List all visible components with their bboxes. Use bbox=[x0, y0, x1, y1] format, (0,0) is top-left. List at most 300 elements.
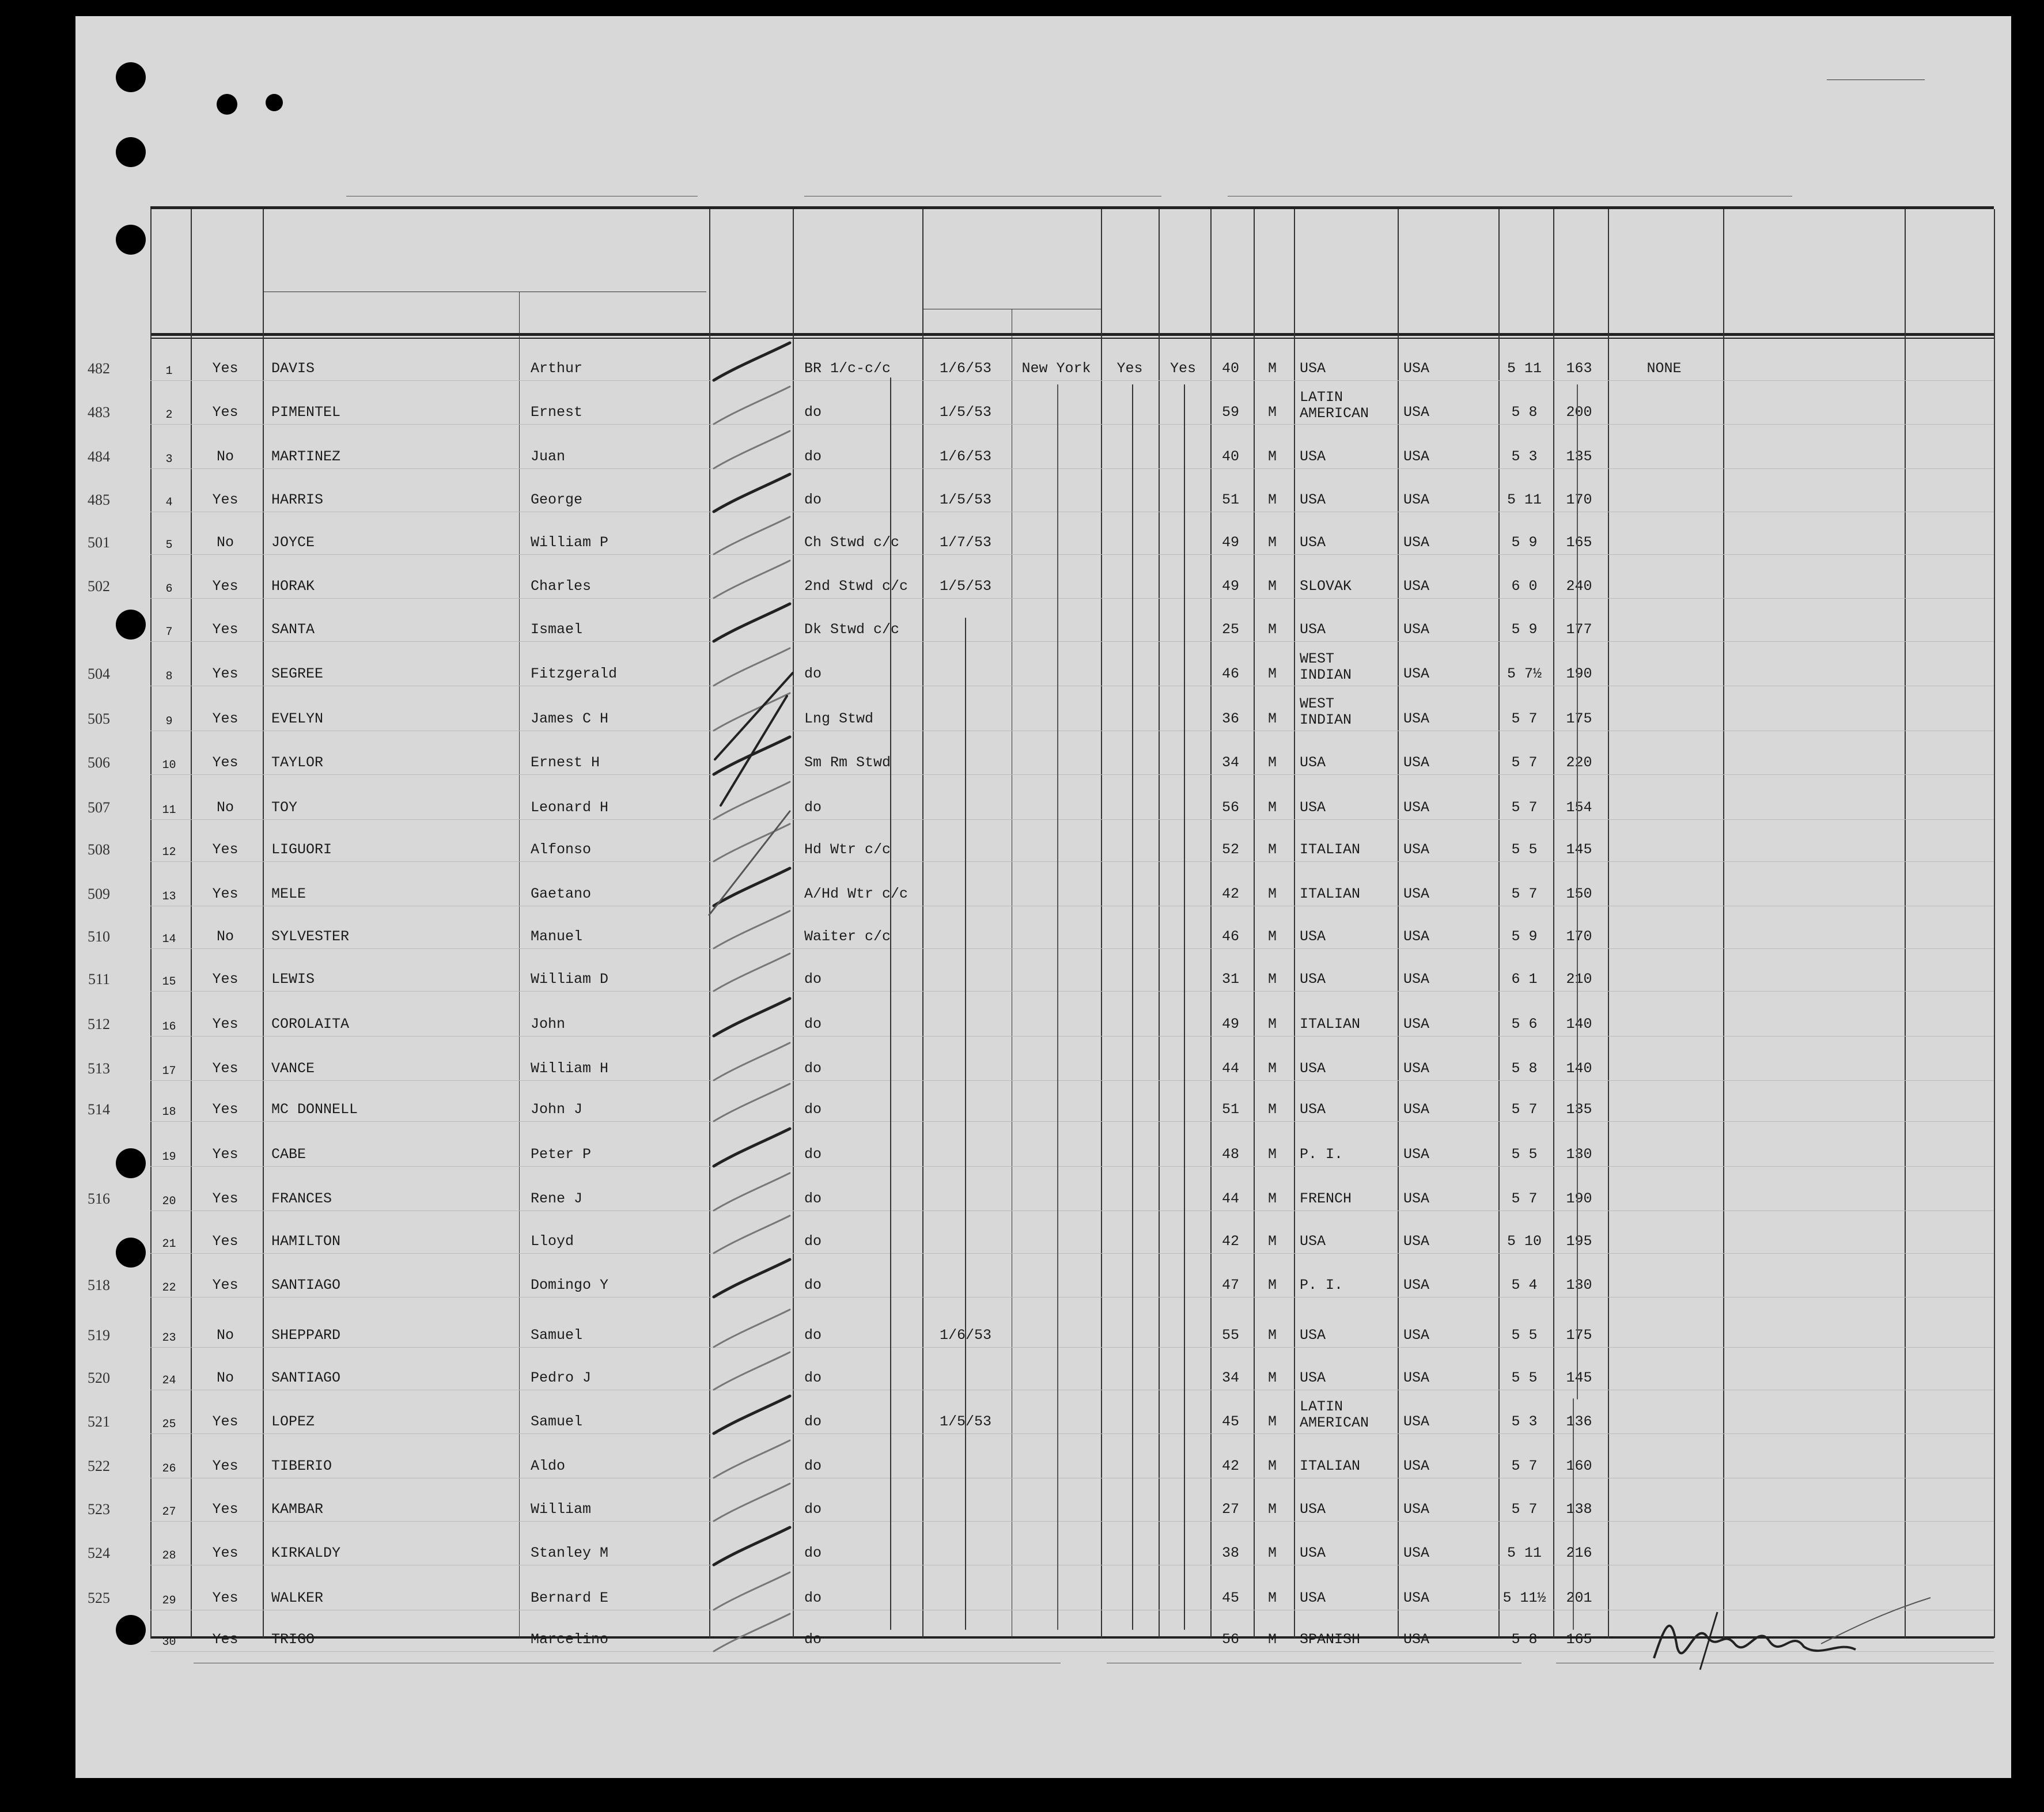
cell-when: 1/6/53 bbox=[939, 448, 991, 465]
cell-age: 59 bbox=[1221, 404, 1239, 421]
service-pen-stroke bbox=[714, 343, 790, 380]
cell-race: ITALIAN bbox=[1300, 841, 1361, 858]
cell-height: 5 11½ bbox=[1502, 1590, 1546, 1606]
cell-height: 6 0 bbox=[1511, 578, 1538, 595]
service-pen-stroke bbox=[721, 696, 787, 805]
cell-height: 5 5 bbox=[1511, 1327, 1538, 1344]
cell-margin: 516 bbox=[88, 1190, 110, 1207]
cell-weight: 177 bbox=[1566, 621, 1592, 638]
cell-no: 7 bbox=[165, 626, 173, 639]
cell-prev: Yes bbox=[212, 578, 239, 595]
cell-race: WEST INDIAN bbox=[1300, 650, 1352, 683]
cell-nat: USA bbox=[1403, 1190, 1430, 1207]
service-pen-stroke bbox=[714, 1614, 790, 1651]
cell-age: 49 bbox=[1221, 534, 1239, 551]
cell-height: 5 7 bbox=[1511, 1458, 1538, 1474]
service-pen-stroke bbox=[714, 387, 790, 424]
cell-weight: 165 bbox=[1566, 1631, 1592, 1648]
cell-given: Pedro J bbox=[531, 1370, 592, 1386]
cell-nat: USA bbox=[1403, 1631, 1430, 1648]
cell-pos: do bbox=[804, 799, 822, 816]
cell-pos: Dk Stwd c/c bbox=[804, 621, 900, 638]
cell-age: 44 bbox=[1221, 1060, 1239, 1077]
cell-nat: USA bbox=[1403, 1146, 1430, 1163]
cell-age: 51 bbox=[1221, 491, 1239, 508]
cell-race: ITALIAN bbox=[1300, 886, 1361, 902]
cell-weight: 220 bbox=[1566, 754, 1592, 771]
cell-weight: 135 bbox=[1566, 1101, 1592, 1118]
cell-pos: Hd Wtr c/c bbox=[804, 841, 891, 858]
cell-given: William P bbox=[531, 534, 609, 551]
cell-weight: 145 bbox=[1566, 841, 1592, 858]
cell-prev: No bbox=[216, 534, 234, 551]
cell-race: USA bbox=[1300, 754, 1326, 771]
cell-nat: USA bbox=[1403, 1327, 1430, 1344]
cell-height: 5 10 bbox=[1506, 1233, 1542, 1250]
cell-given: William H bbox=[531, 1060, 609, 1077]
cell-race: USA bbox=[1300, 1327, 1326, 1344]
cell-nat: USA bbox=[1403, 1101, 1430, 1118]
cell-prev: Yes bbox=[212, 1458, 239, 1474]
cell-height: 5 7 bbox=[1511, 710, 1538, 727]
cell-height: 5 7 bbox=[1511, 886, 1538, 902]
cell-no: 22 bbox=[162, 1281, 176, 1295]
cell-height: 5 7½ bbox=[1506, 665, 1542, 682]
cell-prev: Yes bbox=[212, 1146, 239, 1163]
cell-nat: USA bbox=[1403, 799, 1430, 816]
cell-margin: 506 bbox=[88, 754, 110, 771]
cell-no: 24 bbox=[162, 1374, 176, 1387]
cell-pos: do bbox=[804, 1590, 822, 1606]
cell-pos: Waiter c/c bbox=[804, 928, 891, 945]
cell-no: 13 bbox=[162, 890, 176, 903]
cell-weight: 140 bbox=[1566, 1016, 1592, 1032]
cell-nat: USA bbox=[1403, 621, 1430, 638]
service-pen-stroke bbox=[714, 1043, 790, 1080]
service-pen-stroke bbox=[714, 1440, 790, 1478]
cell-margin: 482 bbox=[88, 360, 110, 377]
cell-race: USA bbox=[1300, 534, 1326, 551]
service-pen-stroke bbox=[709, 811, 790, 915]
cell-age: 49 bbox=[1221, 1016, 1239, 1032]
cell-given: Ismael bbox=[531, 621, 583, 638]
cell-height: 5 7 bbox=[1511, 754, 1538, 771]
cell-age: 40 bbox=[1221, 360, 1239, 377]
cell-given: Arthur bbox=[531, 360, 583, 377]
cell-weight: 145 bbox=[1566, 1370, 1592, 1386]
cell-pos: do bbox=[804, 1370, 822, 1386]
cell-no: 11 bbox=[162, 804, 176, 817]
cell-given: Manuel bbox=[531, 928, 583, 945]
cell-weight: 216 bbox=[1566, 1545, 1592, 1561]
cell-margin: 522 bbox=[88, 1458, 110, 1474]
cell-given: Marcelino bbox=[531, 1631, 609, 1648]
cell-height: 5 11 bbox=[1506, 491, 1542, 508]
cell-height: 5 8 bbox=[1511, 404, 1538, 421]
cell-pos: do bbox=[804, 404, 822, 421]
cell-family: TAYLOR bbox=[271, 754, 324, 771]
cell-given: Stanley M bbox=[531, 1545, 609, 1561]
cell-family: CABE bbox=[271, 1146, 306, 1163]
cell-age: 52 bbox=[1221, 841, 1239, 858]
cell-prev: No bbox=[216, 1370, 234, 1386]
cell-height: 5 11 bbox=[1506, 1545, 1542, 1561]
cell-race: USA bbox=[1300, 928, 1326, 945]
cell-race: SLOVAK bbox=[1300, 578, 1352, 595]
cell-pos: A/Hd Wtr c/c bbox=[804, 886, 909, 902]
officer-signature bbox=[1631, 1589, 1954, 1681]
service-pen-stroke bbox=[714, 561, 790, 598]
cell-weight: 175 bbox=[1566, 710, 1592, 727]
cell-family: SANTIAGO bbox=[271, 1277, 341, 1293]
cell-prev: Yes bbox=[212, 1060, 239, 1077]
cell-margin: 483 bbox=[88, 404, 110, 421]
cell-given: Peter P bbox=[531, 1146, 592, 1163]
cell-sex: M bbox=[1267, 754, 1277, 771]
cell-race: USA bbox=[1300, 799, 1326, 816]
cell-margin: 524 bbox=[88, 1545, 110, 1561]
cell-weight: 210 bbox=[1566, 971, 1592, 988]
cell-nat: USA bbox=[1403, 448, 1430, 465]
cell-age: 42 bbox=[1221, 1233, 1239, 1250]
service-pen-stroke bbox=[714, 1527, 790, 1565]
cell-given: Ernest bbox=[531, 404, 583, 421]
cell-nat: USA bbox=[1403, 841, 1430, 858]
cell-prev: Yes bbox=[212, 1277, 239, 1293]
cell-no: 18 bbox=[162, 1106, 176, 1119]
cell-given: James C H bbox=[531, 710, 609, 727]
cell-weight: 163 bbox=[1566, 360, 1592, 377]
cell-prev: Yes bbox=[212, 1501, 239, 1518]
service-pen-stroke bbox=[714, 604, 790, 641]
cell-no: 1 bbox=[165, 365, 173, 378]
service-pen-stroke bbox=[714, 1484, 790, 1521]
cell-weight: 201 bbox=[1566, 1590, 1592, 1606]
cell-given: Bernard E bbox=[531, 1590, 609, 1606]
cell-family: LIGUORI bbox=[271, 841, 332, 858]
cell-margin: 518 bbox=[88, 1277, 110, 1293]
cell-sex: M bbox=[1267, 1413, 1277, 1430]
service-pen-stroke bbox=[714, 998, 790, 1036]
service-pen-stroke bbox=[714, 1396, 790, 1433]
cell-nat: USA bbox=[1403, 578, 1430, 595]
cell-race: USA bbox=[1300, 1233, 1326, 1250]
cell-prev: Yes bbox=[212, 1545, 239, 1561]
cell-margin: 510 bbox=[88, 928, 110, 945]
service-pen-stroke bbox=[714, 868, 790, 906]
cell-race: USA bbox=[1300, 1545, 1326, 1561]
service-pen-stroke bbox=[714, 1310, 790, 1347]
cell-given: Juan bbox=[531, 448, 566, 465]
cell-age: 34 bbox=[1221, 754, 1239, 771]
cell-sex: M bbox=[1267, 886, 1277, 902]
cell-prev: Yes bbox=[212, 665, 239, 682]
cell-margin: 512 bbox=[88, 1016, 110, 1032]
cell-age: 31 bbox=[1221, 971, 1239, 988]
cell-age: 44 bbox=[1221, 1190, 1239, 1207]
cell-sex: M bbox=[1267, 1277, 1277, 1293]
cell-height: 5 7 bbox=[1511, 1501, 1538, 1518]
cell-sex: M bbox=[1267, 1545, 1277, 1561]
cell-pos: do bbox=[804, 665, 822, 682]
service-pen-stroke bbox=[714, 824, 790, 861]
cell-weight: 150 bbox=[1566, 886, 1592, 902]
cell-family: MARTINEZ bbox=[271, 448, 341, 465]
cell-weight: 190 bbox=[1566, 665, 1592, 682]
cell-given: Charles bbox=[531, 578, 592, 595]
cell-pos: 2nd Stwd c/c bbox=[804, 578, 909, 595]
cell-margin: 513 bbox=[88, 1060, 110, 1077]
cell-nat: USA bbox=[1403, 491, 1430, 508]
cell-family: HAMILTON bbox=[271, 1233, 341, 1250]
cell-sex: M bbox=[1267, 971, 1277, 988]
cell-nat: USA bbox=[1403, 665, 1430, 682]
cell-sex: M bbox=[1267, 799, 1277, 816]
cell-no: 20 bbox=[162, 1195, 176, 1208]
cell-sex: M bbox=[1267, 1590, 1277, 1606]
cell-nat: USA bbox=[1403, 1060, 1430, 1077]
cell-age: 45 bbox=[1221, 1413, 1239, 1430]
cell-family: TRIGO bbox=[271, 1631, 315, 1648]
cell-weight: 195 bbox=[1566, 1233, 1592, 1250]
cell-no: 26 bbox=[162, 1462, 176, 1476]
cell-margin: 523 bbox=[88, 1501, 110, 1518]
cell-sex: M bbox=[1267, 1370, 1277, 1386]
cell-when: 1/6/53 bbox=[939, 360, 991, 377]
cell-no: 12 bbox=[162, 846, 176, 859]
cell-no: 30 bbox=[162, 1636, 176, 1649]
cell-margin: 501 bbox=[88, 534, 110, 551]
service-pen-stroke bbox=[714, 474, 790, 512]
cell-margin: 505 bbox=[88, 710, 110, 727]
cell-sex: M bbox=[1267, 448, 1277, 465]
cell-prev: No bbox=[216, 448, 234, 465]
cell-height: 5 4 bbox=[1511, 1277, 1538, 1293]
cell-weight: 200 bbox=[1566, 404, 1592, 421]
cell-race: USA bbox=[1300, 1060, 1326, 1077]
cell-prev: Yes bbox=[212, 1190, 239, 1207]
cell-race: USA bbox=[1300, 621, 1326, 638]
cell-no: 5 bbox=[165, 539, 173, 552]
cell-pos: do bbox=[804, 1060, 822, 1077]
cell-nat: USA bbox=[1403, 534, 1430, 551]
cell-nat: USA bbox=[1403, 404, 1430, 421]
cell-sex: M bbox=[1267, 1016, 1277, 1032]
cell-prev: No bbox=[216, 1327, 234, 1344]
cell-prev: Yes bbox=[212, 1631, 239, 1648]
cell-weight: 170 bbox=[1566, 491, 1592, 508]
cell-when: 1/7/53 bbox=[939, 534, 991, 551]
cell-family: KIRKALDY bbox=[271, 1545, 341, 1561]
cell-height: 5 7 bbox=[1511, 799, 1538, 816]
cell-pos: do bbox=[804, 1016, 822, 1032]
cell-race: USA bbox=[1300, 360, 1326, 377]
cell-height: 5 9 bbox=[1511, 621, 1538, 638]
cell-weight: 135 bbox=[1566, 448, 1592, 465]
cell-when: 1/5/53 bbox=[939, 491, 991, 508]
cell-height: 5 3 bbox=[1511, 1413, 1538, 1430]
cell-prev: Yes bbox=[212, 841, 239, 858]
cell-sex: M bbox=[1267, 1631, 1277, 1648]
cell-pos: do bbox=[804, 1501, 822, 1518]
cell-no: 4 bbox=[165, 496, 173, 509]
cell-family: PIMENTEL bbox=[271, 404, 341, 421]
cell-family: JOYCE bbox=[271, 534, 315, 551]
cell-family: SANTIAGO bbox=[271, 1370, 341, 1386]
cell-pos: Ch Stwd c/c bbox=[804, 534, 900, 551]
cell-weight: 130 bbox=[1566, 1277, 1592, 1293]
cell-sex: M bbox=[1267, 578, 1277, 595]
cell-no: 16 bbox=[162, 1020, 176, 1034]
cell-race: LATIN AMERICAN bbox=[1300, 1398, 1369, 1431]
service-pen-stroke bbox=[714, 954, 790, 991]
cell-nat: USA bbox=[1403, 360, 1430, 377]
cell-age: 56 bbox=[1221, 799, 1239, 816]
cell-sex: M bbox=[1267, 1146, 1277, 1163]
cell-no: 15 bbox=[162, 975, 176, 989]
cell-margin: 525 bbox=[88, 1590, 110, 1606]
service-pen-stroke bbox=[714, 1352, 790, 1390]
cell-nat: USA bbox=[1403, 1590, 1430, 1606]
cell-margin: 514 bbox=[88, 1101, 110, 1118]
cell-age: 46 bbox=[1221, 665, 1239, 682]
cell-given: William D bbox=[531, 971, 609, 988]
cell-nat: USA bbox=[1403, 1545, 1430, 1561]
cell-race: USA bbox=[1300, 1370, 1326, 1386]
cell-race: USA bbox=[1300, 1590, 1326, 1606]
cell-no: 8 bbox=[165, 670, 173, 683]
cell-age: 25 bbox=[1221, 621, 1239, 638]
cell-when: 1/5/53 bbox=[939, 404, 991, 421]
cell-given: Fitzgerald bbox=[531, 665, 618, 682]
cell-given: Alfonso bbox=[531, 841, 592, 858]
cell-nat: USA bbox=[1403, 1233, 1430, 1250]
service-pen-stroke bbox=[714, 1216, 790, 1253]
cell-nat: USA bbox=[1403, 754, 1430, 771]
cell-height: 5 3 bbox=[1511, 448, 1538, 465]
cell-height: 5 6 bbox=[1511, 1016, 1538, 1032]
cell-nat: USA bbox=[1403, 1458, 1430, 1474]
cell-margin: 520 bbox=[88, 1370, 110, 1386]
cell-height: 5 8 bbox=[1511, 1631, 1538, 1648]
cell-pos: do bbox=[804, 1458, 822, 1474]
cell-race: LATIN AMERICAN bbox=[1300, 389, 1369, 422]
cell-weight: 140 bbox=[1566, 1060, 1592, 1077]
cell-pos: Sm Rm Stwd bbox=[804, 754, 891, 771]
cell-height: 5 7 bbox=[1511, 1101, 1538, 1118]
cell-prev: Yes bbox=[212, 1590, 239, 1606]
cell-pos: do bbox=[804, 1146, 822, 1163]
service-pen-stroke bbox=[714, 648, 790, 686]
cell-age: 40 bbox=[1221, 448, 1239, 465]
cell-marks: NONE bbox=[1646, 360, 1682, 377]
cell-age: 51 bbox=[1221, 1101, 1239, 1118]
cell-given: Domingo Y bbox=[531, 1277, 609, 1293]
cell-sex: M bbox=[1267, 841, 1277, 858]
cell-read: Yes bbox=[1169, 360, 1196, 377]
cell-family: KAMBAR bbox=[271, 1501, 324, 1518]
cell-sex: M bbox=[1267, 1501, 1277, 1518]
pen-marks bbox=[75, 16, 2011, 1778]
cell-family: TIBERIO bbox=[271, 1458, 332, 1474]
service-pen-stroke bbox=[714, 1259, 790, 1297]
cell-nat: USA bbox=[1403, 1277, 1430, 1293]
cell-pos: do bbox=[804, 491, 822, 508]
cell-age: 42 bbox=[1221, 886, 1239, 902]
cell-prev: Yes bbox=[212, 1016, 239, 1032]
cell-height: 5 5 bbox=[1511, 1146, 1538, 1163]
cell-weight: 136 bbox=[1566, 1413, 1592, 1430]
cell-when: 1/5/53 bbox=[939, 1413, 991, 1430]
cell-race: SPANISH bbox=[1300, 1631, 1361, 1648]
cell-given: Gaetano bbox=[531, 886, 592, 902]
cell-margin: 511 bbox=[88, 971, 110, 988]
cell-pos: do bbox=[804, 971, 822, 988]
cell-pos: do bbox=[804, 1277, 822, 1293]
cell-pos: do bbox=[804, 1233, 822, 1250]
cell-no: 14 bbox=[162, 933, 176, 946]
cell-no: 3 bbox=[165, 453, 173, 466]
cell-family: MELE bbox=[271, 886, 306, 902]
cell-family: MC DONNELL bbox=[271, 1101, 358, 1118]
cell-age: 47 bbox=[1221, 1277, 1239, 1293]
cell-pos: do bbox=[804, 1101, 822, 1118]
cell-age: 45 bbox=[1221, 1590, 1239, 1606]
cell-when: 1/5/53 bbox=[939, 578, 991, 595]
cell-given: Leonard H bbox=[531, 799, 609, 816]
cell-family: COROLAITA bbox=[271, 1016, 350, 1032]
cell-sex: M bbox=[1267, 928, 1277, 945]
cell-family: SANTA bbox=[271, 621, 315, 638]
cell-no: 10 bbox=[162, 759, 176, 772]
cell-nat: USA bbox=[1403, 1370, 1430, 1386]
cell-nat: USA bbox=[1403, 1016, 1430, 1032]
cell-race: P. I. bbox=[1300, 1146, 1343, 1163]
cell-prev: No bbox=[216, 928, 234, 945]
cell-sex: M bbox=[1267, 1458, 1277, 1474]
cell-weight: 130 bbox=[1566, 1146, 1592, 1163]
cell-sex: M bbox=[1267, 1190, 1277, 1207]
cell-disch: Yes bbox=[1116, 360, 1143, 377]
cell-height: 5 5 bbox=[1511, 841, 1538, 858]
cell-margin: 485 bbox=[88, 491, 110, 508]
service-pen-stroke bbox=[714, 517, 790, 554]
cell-race: ITALIAN bbox=[1300, 1016, 1361, 1032]
cell-sex: M bbox=[1267, 1327, 1277, 1344]
cell-family: SEGREE bbox=[271, 665, 324, 682]
cell-sex: M bbox=[1267, 1060, 1277, 1077]
cell-no: 21 bbox=[162, 1238, 176, 1251]
cell-nat: USA bbox=[1403, 1501, 1430, 1518]
cell-race: USA bbox=[1300, 448, 1326, 465]
cell-sex: M bbox=[1267, 621, 1277, 638]
cell-height: 5 5 bbox=[1511, 1370, 1538, 1386]
cell-sex: M bbox=[1267, 360, 1277, 377]
cell-prev: Yes bbox=[212, 1101, 239, 1118]
cell-weight: 240 bbox=[1566, 578, 1592, 595]
cell-age: 38 bbox=[1221, 1545, 1239, 1561]
cell-no: 17 bbox=[162, 1065, 176, 1078]
cell-weight: 138 bbox=[1566, 1501, 1592, 1518]
cell-no: 9 bbox=[165, 715, 173, 728]
cell-weight: 154 bbox=[1566, 799, 1592, 816]
cell-family: LOPEZ bbox=[271, 1413, 315, 1430]
cell-height: 5 7 bbox=[1511, 1190, 1538, 1207]
cell-family: EVELYN bbox=[271, 710, 324, 727]
cell-no: 2 bbox=[165, 408, 173, 422]
cell-race: ITALIAN bbox=[1300, 1458, 1361, 1474]
cell-height: 5 11 bbox=[1506, 360, 1542, 377]
